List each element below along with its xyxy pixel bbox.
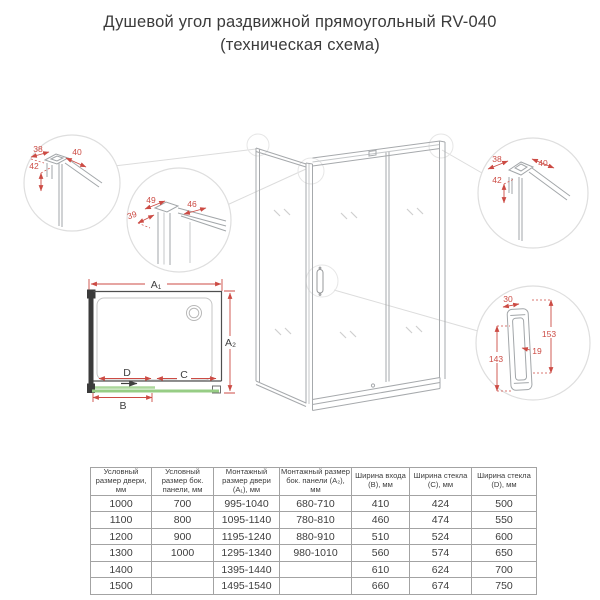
table-cell: 1295-1340 bbox=[214, 545, 280, 562]
table-row bbox=[91, 528, 537, 545]
dim-label-143: 143 bbox=[488, 354, 504, 364]
table-cell: 980-1010 bbox=[280, 545, 352, 562]
top-rail bbox=[313, 141, 441, 166]
dim-label-49: 49 bbox=[146, 195, 156, 205]
table-header-cell: Условный размер двери, мм bbox=[91, 468, 152, 496]
dim-label-38: 38 bbox=[33, 144, 43, 154]
table-row bbox=[91, 512, 537, 529]
table-cell: 660 bbox=[352, 578, 410, 595]
table-cell: 1095-1140 bbox=[214, 512, 280, 529]
dim-label-19: 19 bbox=[532, 346, 542, 356]
glass-shine-marks bbox=[274, 208, 423, 338]
table-cell: 624 bbox=[410, 561, 472, 578]
table-header-cell: Монтажный размер бок. панели (A₂), мм bbox=[280, 467, 351, 494]
detail-circle-mid-left bbox=[126, 168, 231, 272]
plan-label-c: C bbox=[180, 369, 188, 381]
table-cell bbox=[152, 578, 214, 595]
table-cell: 510 bbox=[352, 528, 410, 545]
table-cell bbox=[152, 561, 214, 578]
table-cell: 1400 bbox=[91, 561, 152, 578]
plan-glass-panels bbox=[92, 388, 219, 392]
main-isometric-drawing bbox=[247, 134, 453, 411]
table-header-cell: Монтажный размер двери (A₁), мм bbox=[214, 468, 280, 496]
side-panel-glass bbox=[256, 148, 306, 407]
door-panel-divider bbox=[386, 152, 389, 382]
plan-label-b: B bbox=[119, 400, 127, 412]
detail-circle-handle bbox=[476, 286, 590, 400]
dim-label-39: 39 bbox=[125, 208, 139, 222]
table-cell: 700 bbox=[472, 561, 537, 578]
table-cell: 524 bbox=[410, 528, 472, 545]
right-wall-profile bbox=[440, 141, 446, 379]
table-cell: 500 bbox=[472, 495, 537, 512]
table-cell bbox=[280, 578, 352, 595]
door-handle[interactable] bbox=[317, 267, 323, 295]
page-title-line2: (техническая схема) bbox=[220, 35, 380, 54]
corner-profile bbox=[306, 163, 313, 405]
table-cell: 610 bbox=[352, 561, 410, 578]
page-title-line1: Душевой угол раздвижной прямоугольный RV-040 bbox=[103, 13, 497, 31]
table-cell: 995-1040 bbox=[214, 495, 280, 512]
shower-tray bbox=[97, 298, 212, 380]
table-row bbox=[91, 578, 537, 595]
table-cell: 1300 bbox=[91, 545, 152, 562]
table-cell: 750 bbox=[472, 578, 537, 595]
table-row bbox=[91, 561, 537, 578]
table-cell: 680-710 bbox=[280, 495, 352, 512]
table-cell: 474 bbox=[410, 512, 472, 529]
table-cell bbox=[280, 561, 352, 578]
table-cell: 900 bbox=[152, 528, 214, 545]
table-cell: 674 bbox=[410, 578, 472, 595]
dim-label-38: 38 bbox=[492, 154, 502, 164]
table-cell: 574 bbox=[410, 545, 472, 562]
table-header-cell: Условный размер бок. панели, мм bbox=[152, 468, 214, 496]
table-header-cell: Ширина входа (B), мм bbox=[352, 468, 410, 496]
bottom-rail bbox=[313, 378, 441, 411]
plan-outline bbox=[87, 290, 222, 394]
dim-label-30: 30 bbox=[503, 294, 513, 304]
table-cell: 1200 bbox=[91, 528, 152, 545]
dim-label-42: 42 bbox=[29, 161, 39, 171]
dim-label-153: 153 bbox=[541, 329, 557, 339]
table-cell: 700 bbox=[152, 495, 214, 512]
table-cell: 1000 bbox=[91, 495, 152, 512]
table-row bbox=[91, 545, 537, 562]
table-cell: 600 bbox=[472, 528, 537, 545]
plan-label-d: D bbox=[123, 367, 131, 379]
table-cell: 460 bbox=[352, 512, 410, 529]
table-header-cell: Ширина стекла (D), мм bbox=[472, 468, 537, 496]
table-header-cell: Ширина стекла (C), мм bbox=[410, 468, 472, 496]
table-cell: 1395-1440 bbox=[214, 561, 280, 578]
detail-circle-top-right bbox=[478, 138, 588, 248]
bottom-guide bbox=[371, 384, 374, 387]
detail-circle-top-left bbox=[24, 135, 120, 231]
table-cell: 1500 bbox=[91, 578, 152, 595]
table-cell: 650 bbox=[472, 545, 537, 562]
dim-label-46: 46 bbox=[187, 199, 197, 209]
table-cell: 1195-1240 bbox=[214, 528, 280, 545]
table-cell: 550 bbox=[472, 512, 537, 529]
table-cell: 1495-1540 bbox=[214, 578, 280, 595]
plan-label-a1: A₁ bbox=[150, 279, 162, 291]
table-cell: 800 bbox=[152, 512, 214, 529]
table-row bbox=[91, 495, 537, 512]
table-cell: 424 bbox=[410, 495, 472, 512]
table-cell: 1100 bbox=[91, 512, 152, 529]
table-header-row bbox=[91, 468, 537, 496]
dim-label-42: 42 bbox=[492, 175, 502, 185]
table-cell: 880-910 bbox=[280, 528, 352, 545]
table-cell: 560 bbox=[352, 545, 410, 562]
plan-label-a2: A₂ bbox=[224, 337, 237, 349]
table-cell: 780-810 bbox=[280, 512, 352, 529]
plan-view bbox=[87, 277, 239, 412]
dim-label-40: 40 bbox=[72, 147, 82, 157]
table-cell: 1000 bbox=[152, 545, 214, 562]
plan-left-wall-profile bbox=[89, 291, 94, 393]
dim-label-40: 40 bbox=[538, 158, 548, 168]
table-cell: 410 bbox=[352, 495, 410, 512]
dimensions-table bbox=[90, 467, 537, 595]
